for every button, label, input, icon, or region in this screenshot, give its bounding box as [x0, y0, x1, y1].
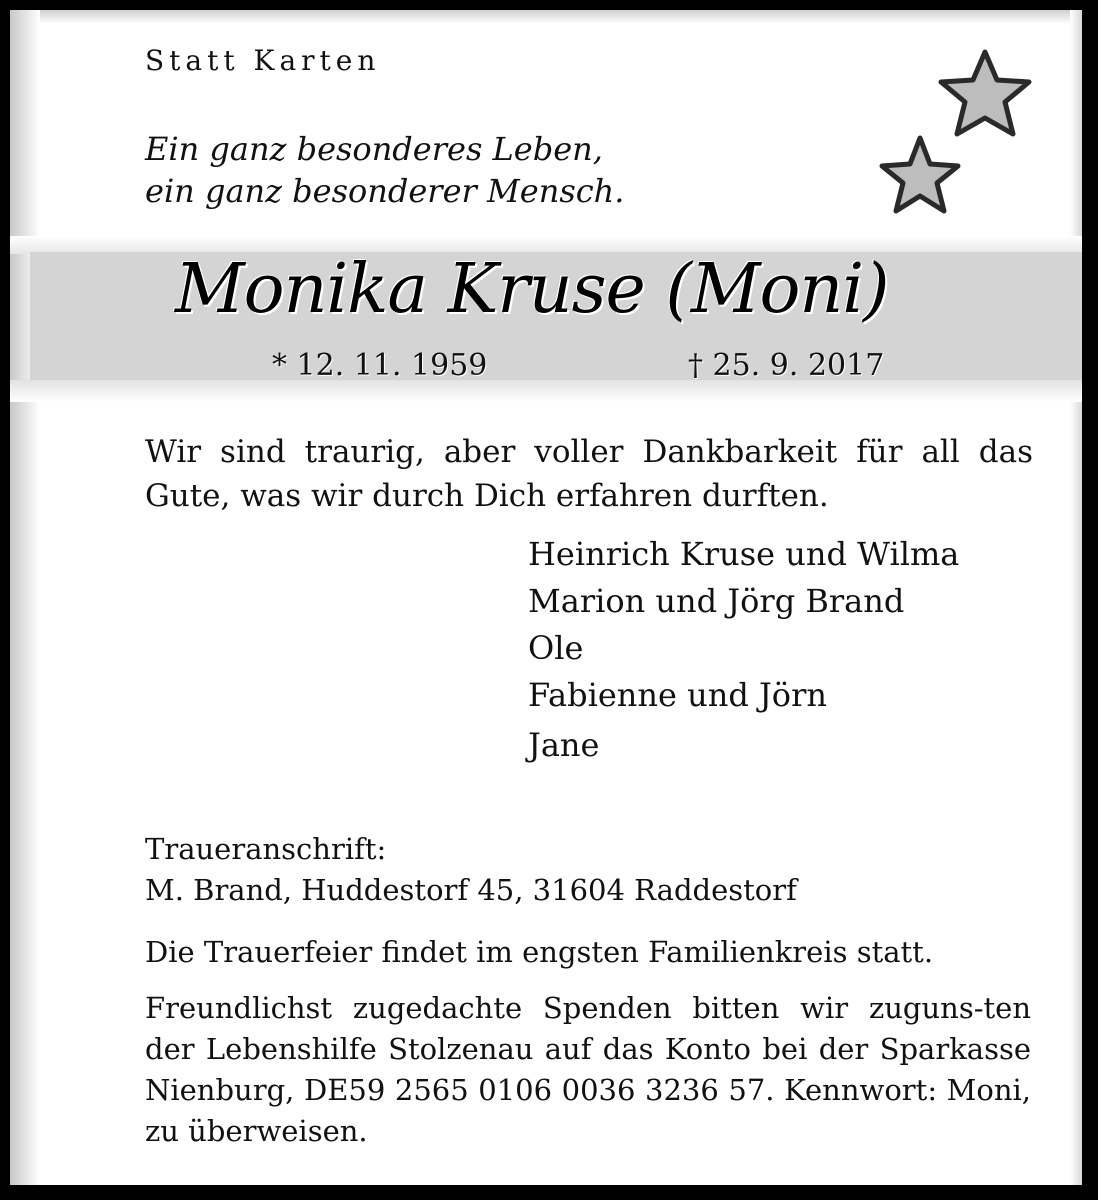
star-icon: [882, 138, 958, 211]
birth-date: * 12. 11. 1959: [272, 348, 488, 383]
death-date: † 25. 9. 2017: [688, 348, 885, 383]
shadow-right: [1070, 10, 1082, 1185]
family-member: Marion und Jörg Brand: [528, 582, 905, 620]
address-line: M. Brand, Huddestorf 45, 31604 Raddestorf: [145, 873, 797, 907]
family-member: Heinrich Kruse und Wilma: [528, 535, 960, 573]
obituary-card: [10, 10, 1082, 1185]
donation-note: Freundlichst zugedachte Spenden bitten wir zuguns-ten der Lebenshilfe Stolzenau auf das Konto bei der Sparkasse Nienburg, DE59 2565 0106 0036 3236 57. Kennwort: Moni, zu überweisen.: [145, 991, 1031, 1148]
mourning-address: [145, 829, 1031, 911]
family-member: Jane: [528, 726, 600, 764]
star-icon: [941, 52, 1029, 134]
shadow-top: [10, 10, 1082, 24]
family-member: Fabienne und Jörn: [528, 676, 827, 714]
stars-decoration: [865, 40, 1035, 230]
family-member: Ole: [528, 629, 584, 667]
deceased-name: Monika Kruse (Moni): [175, 250, 889, 329]
header-label: Statt Karten: [145, 44, 381, 77]
tagline-line-2: ein ganz besonderer Mensch.: [145, 172, 625, 210]
ceremony-note: Die Trauerfeier findet im engsten Familienkreis statt.: [145, 935, 934, 969]
address-label: Traueranschrift:: [145, 832, 387, 866]
shadow-left: [10, 10, 40, 1185]
tagline-line-1: Ein ganz besonderes Leben,: [145, 130, 603, 168]
band-shadow-bottom: [10, 380, 1082, 402]
intro-text: Wir sind traurig, aber voller Dankbarkeit für all das Gute, was wir durch Dich erfahren durften.: [145, 434, 1033, 514]
